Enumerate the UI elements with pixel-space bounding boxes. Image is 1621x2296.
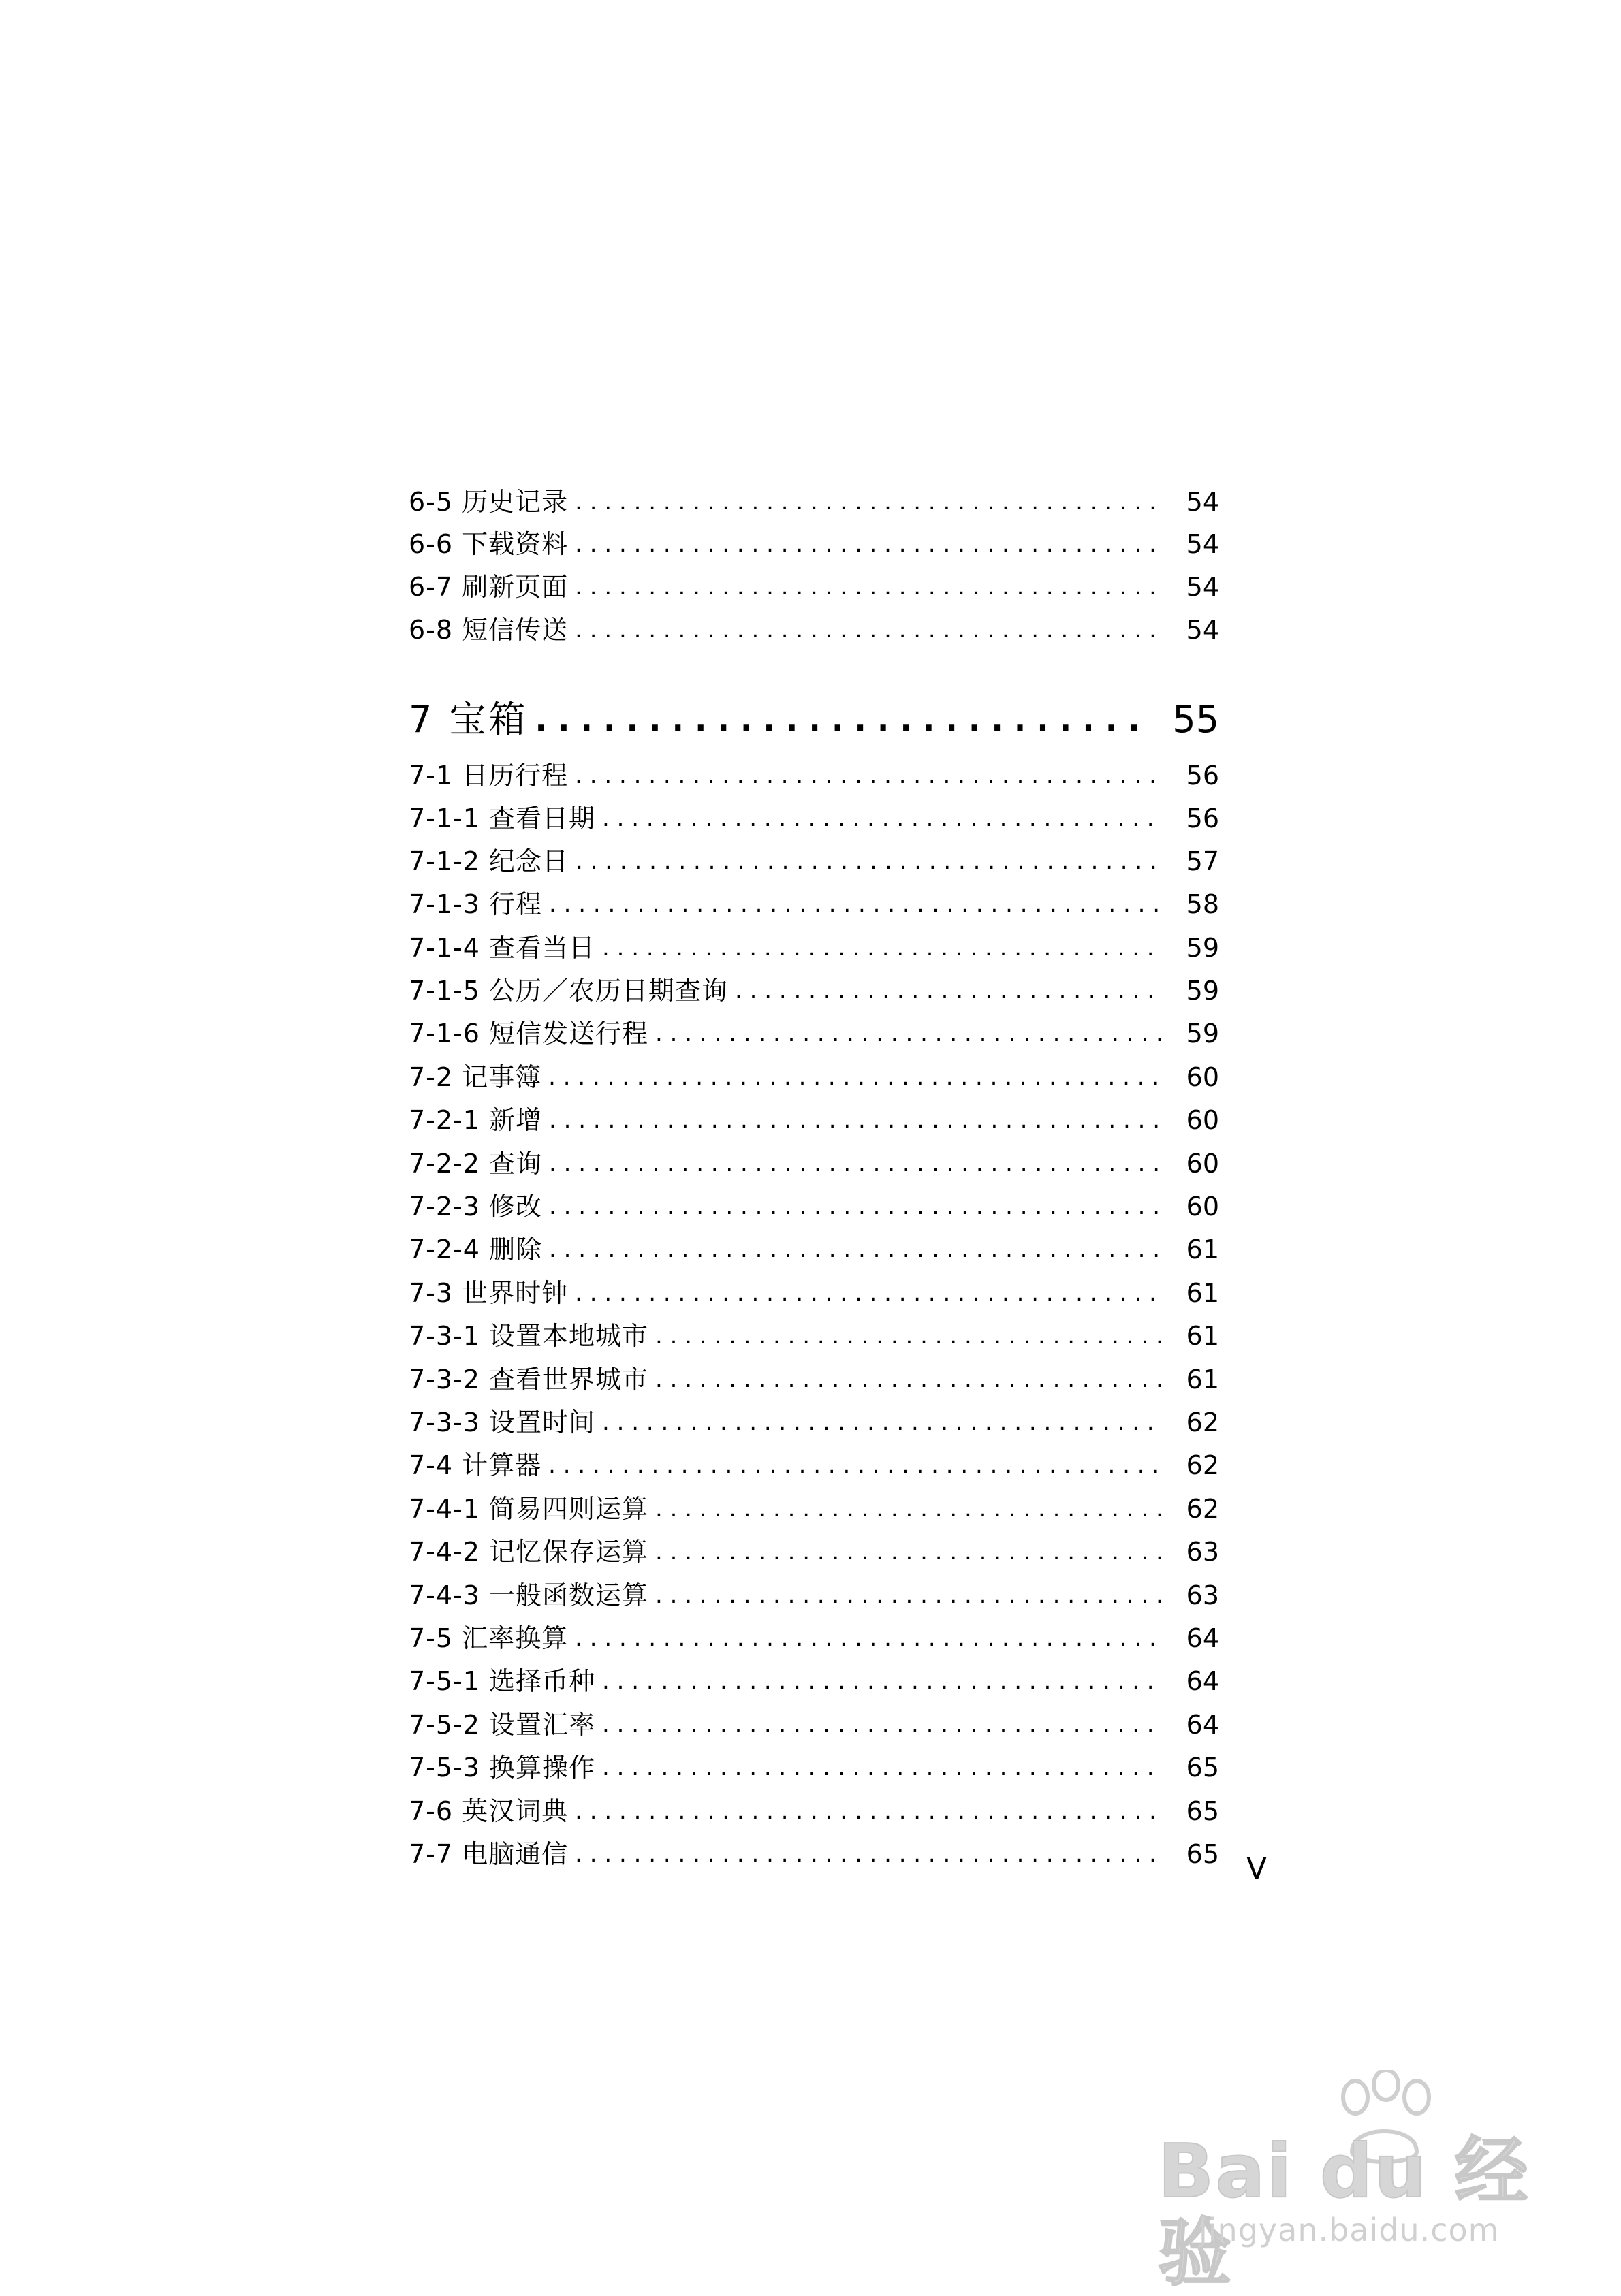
toc-entry — [409, 1829, 1219, 1870]
dot-leader — [575, 528, 1162, 560]
toc-entry-title: 7-1 日历行程 — [409, 761, 569, 791]
toc-entry — [409, 1700, 1219, 1740]
dot-leader — [575, 1838, 1162, 1870]
toc-entry-page: 63 — [1186, 1537, 1219, 1567]
dot-leader — [655, 1364, 1162, 1395]
toc-entry-title: 7-3-2 查看世界城市 — [409, 1365, 649, 1394]
toc-entry-page: 62 — [1186, 1494, 1219, 1524]
dot-leader — [735, 975, 1162, 1006]
toc-entry — [409, 1484, 1219, 1525]
toc-entry-page: 59 — [1186, 1019, 1219, 1049]
dot-leader — [602, 932, 1162, 963]
toc-entry — [409, 923, 1219, 963]
toc-entry — [409, 1008, 1219, 1049]
toc-entry-page: 56 — [1186, 761, 1219, 791]
toc-entry-page: 60 — [1186, 1192, 1219, 1222]
toc-entry-title: 7-5 汇率换算 — [409, 1623, 569, 1653]
dot-leader — [549, 1148, 1162, 1179]
toc-entry-page: 59 — [1186, 933, 1219, 963]
toc-entry — [409, 1095, 1219, 1136]
dot-leader — [602, 1709, 1162, 1740]
toc-entry-page: 54 — [1186, 487, 1219, 517]
toc-entry-page: 65 — [1186, 1753, 1219, 1783]
toc-entry-title: 7-2-4 删除 — [409, 1234, 543, 1264]
toc-entry-title: 7-7 电脑通信 — [409, 1839, 569, 1869]
toc-entry-page: 65 — [1186, 1839, 1219, 1869]
toc-entry-title: 7-3-3 设置时间 — [409, 1407, 596, 1437]
toc-entry-title: 7-2-3 修改 — [409, 1192, 543, 1222]
dot-leader — [655, 1320, 1162, 1352]
toc-entry — [409, 1138, 1219, 1179]
dot-leader — [575, 1796, 1162, 1827]
toc-entry-title: 6-8 短信传送 — [409, 615, 569, 645]
dot-leader — [575, 571, 1162, 603]
toc-entry — [409, 477, 1219, 517]
toc-entry-title: 7-6 英汉词典 — [409, 1796, 569, 1826]
dot-leader — [602, 1407, 1162, 1438]
dot-leader — [548, 1062, 1162, 1093]
toc-entry-title: 7-1-5 公历／农历日期查询 — [409, 976, 729, 1006]
toc-entry — [409, 562, 1219, 603]
toc-entry-title: 7-5-3 换算操作 — [409, 1753, 596, 1783]
watermark-url: jingyan.baidu.com — [1199, 2212, 1500, 2248]
watermark-brand: Bai du 经验 — [1158, 2129, 1530, 2296]
toc-entry — [409, 605, 1219, 645]
toc-entry — [409, 1742, 1219, 1783]
dot-leader — [655, 1493, 1162, 1525]
dot-leader — [655, 1018, 1162, 1049]
toc-chapter-title: 7 宝箱 — [409, 698, 529, 741]
toc-entry — [409, 1397, 1219, 1438]
toc-entry — [409, 1052, 1219, 1093]
toc-entry — [409, 1224, 1219, 1265]
toc-entry-page: 60 — [1186, 1062, 1219, 1092]
toc-entry-title: 6-6 下载资料 — [409, 529, 569, 559]
dot-leader — [549, 1191, 1162, 1222]
toc-entry-page: 61 — [1186, 1321, 1219, 1351]
toc-entry-page: 57 — [1186, 846, 1219, 876]
toc-entry-page: 58 — [1186, 889, 1219, 919]
toc-entry-title: 7-5-1 选择币种 — [409, 1666, 596, 1696]
toc-entry-title: 7-2-1 新增 — [409, 1105, 543, 1135]
toc-entry — [409, 966, 1219, 1006]
dot-leader — [575, 1623, 1162, 1654]
toc-entry — [409, 879, 1219, 920]
toc-entry-title: 7-4-3 一般函数运算 — [409, 1580, 649, 1610]
toc-entry-page: 61 — [1186, 1278, 1219, 1308]
toc-entry-page: 54 — [1186, 572, 1219, 602]
dot-leader — [602, 803, 1162, 834]
toc-entry — [409, 1354, 1219, 1395]
dot-leader — [655, 1580, 1162, 1611]
dot-leader — [602, 1752, 1162, 1783]
toc-entry-title: 7-3-1 设置本地城市 — [409, 1321, 649, 1351]
toc-entry-title: 7-5-2 设置汇率 — [409, 1710, 596, 1740]
toc-entry-page: 56 — [1186, 803, 1219, 833]
toc-entry — [409, 1268, 1219, 1309]
dot-leader — [549, 1104, 1162, 1136]
toc-entry-title: 7-3 世界时钟 — [409, 1278, 569, 1308]
toc-entry-title: 7-4-1 简易四则运算 — [409, 1494, 649, 1524]
dot-leader — [535, 697, 1148, 742]
dot-leader — [575, 486, 1162, 517]
dot-leader — [575, 614, 1162, 645]
toc-entry-page: 54 — [1186, 529, 1219, 559]
toc-entry — [409, 1440, 1219, 1481]
toc-entry-page: 60 — [1186, 1105, 1219, 1135]
dot-leader — [549, 1234, 1162, 1265]
dot-leader — [575, 760, 1162, 791]
toc-entry — [409, 793, 1219, 834]
toc-entry-title: 7-1-1 查看日期 — [409, 803, 596, 833]
toc-entry — [409, 519, 1219, 560]
toc-entry-title: 7-4 计算器 — [409, 1450, 542, 1480]
baidu-jingyan-watermark — [1158, 2070, 1539, 2296]
toc-entry-page: 54 — [1186, 615, 1219, 645]
toc-entry — [409, 1570, 1219, 1611]
toc-entry-title: 7-1-2 纪念日 — [409, 846, 569, 876]
toc-entry-title: 7-1-3 行程 — [409, 889, 543, 919]
toc-entry-page: 64 — [1186, 1710, 1219, 1740]
toc-entry-title: 7-2-2 查询 — [409, 1149, 543, 1179]
page-number: V — [1246, 1851, 1268, 1886]
toc-entry-page: 60 — [1186, 1149, 1219, 1179]
toc-entry-page: 63 — [1186, 1580, 1219, 1610]
toc-entry-page: 64 — [1186, 1623, 1219, 1653]
toc-entry-title: 6-5 历史记录 — [409, 487, 569, 517]
toc-entry-page: 62 — [1186, 1450, 1219, 1480]
toc-entry-page: 65 — [1186, 1796, 1219, 1826]
toc-chapter-entry — [409, 688, 1219, 742]
toc-entry-title: 7-1-6 短信发送行程 — [409, 1019, 649, 1049]
toc-entry — [409, 1613, 1219, 1654]
toc-entry — [409, 1311, 1219, 1352]
toc-entry — [409, 1656, 1219, 1697]
toc-entry — [409, 836, 1219, 877]
toc-entry-page: 59 — [1186, 976, 1219, 1006]
toc-chapter-page: 55 — [1172, 698, 1219, 741]
toc-entry-title: 7-4-2 记忆保存运算 — [409, 1537, 649, 1567]
toc-entry — [409, 750, 1219, 791]
toc-entry-page: 64 — [1186, 1666, 1219, 1696]
toc-entry — [409, 1527, 1219, 1567]
dot-leader — [576, 846, 1162, 877]
toc-entry-title: 7-2 记事簿 — [409, 1062, 542, 1092]
toc-entry — [409, 1181, 1219, 1222]
dot-leader — [655, 1536, 1162, 1567]
dot-leader — [575, 1277, 1162, 1309]
dot-leader — [548, 1450, 1162, 1481]
toc-entry-page: 62 — [1186, 1407, 1219, 1437]
toc-entry-title: 6-7 刷新页面 — [409, 572, 569, 602]
dot-leader — [602, 1665, 1162, 1697]
toc-entry-title: 7-1-4 查看当日 — [409, 933, 596, 963]
dot-leader — [549, 889, 1162, 920]
toc-entry — [409, 1786, 1219, 1827]
toc-entry-page: 61 — [1186, 1365, 1219, 1394]
toc-entry-page: 61 — [1186, 1234, 1219, 1264]
